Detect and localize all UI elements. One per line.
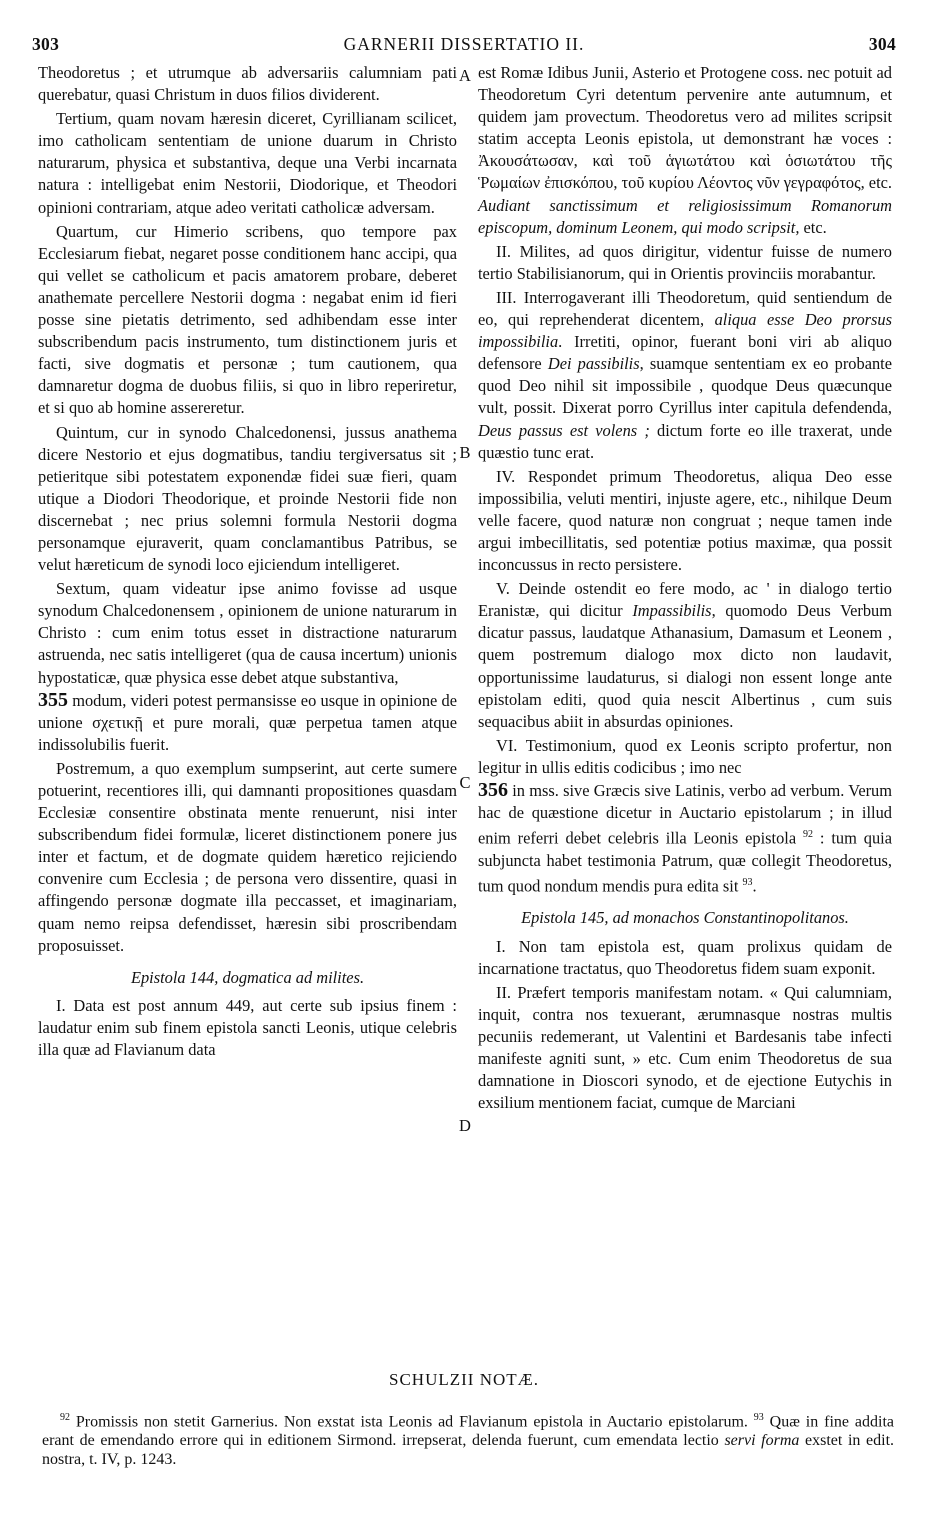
footnote-93-b: exstet in edit. nostra, t. IV, p. 1243.	[42, 1432, 895, 1469]
notes-heading: SCHULZII NOTÆ.	[389, 1370, 539, 1389]
footnote-93-italic: servi forma	[724, 1432, 800, 1450]
sextum-text-b: modum, videri potest permansisse eo usque in opinione de unione σχετικῇ et pure morali, quæ perpetua tamen atque indissolubilis fuerit.	[38, 690, 457, 754]
right-column	[478, 62, 892, 1116]
paragraph-144-v	[478, 578, 892, 733]
paragraph-145-ii: II. Præfert temporis manifestam notam. « Qui calumniam, inquit, contra nos texuerant, ærumnasque nostras multis pecuniis redemerant, ut Valentini et Bardesanis tabe infecti manifeste agniti sunt, » etc. Cum enim Theodoretus de sua damnatione in Dioscori synodo, et de ejectione Eutychis in exsilium mentionem faciat, cumque de Marciani	[478, 982, 892, 1113]
paragraph-144-vi	[478, 735, 892, 898]
footnote-93-number: 93	[753, 1412, 764, 1423]
section-heading-144: Epistola 144, dogmatica ad milites.	[130, 967, 365, 987]
paragraph-continuation-right	[478, 62, 892, 239]
paragraph-quartum: Quartum, cur Himerio scribens, quo tempore pax Ecclesiarum fiebat, negaret posse conditionem hanc accipi, qua qui vellet se catholicum et pacis amatorem probare, deberet anathemate percellere Nestorii dogma : negabat enim id fieri posse sine pietatis detrimento, sed adhibendam esse inter subscribendum pacis instrumento, tum distinctionem juris et facti, sive dogmatis et personæ ; tum cautionem, qua damnaretur dogma de duobus filiis, si quo in libro reperiretur, et si quo ab homine assereretur.	[38, 221, 457, 418]
paragraph-continuation: Theodoretus ; et utrumque ab adversariis calumniam pati querebatur, quasi Christum in duos filios dividerent.	[38, 63, 457, 105]
margin-marker-d: D	[459, 1116, 471, 1135]
greek-quote: Ἀκουσάτωσαν, καὶ τοῦ ἁγιωτάτου καὶ ὁσιωτάτου τῆς Ῥωμαίων ἐπισκόπου, τοῦ κυρίου Λέοντος νῦν γεγραφότος, etc.	[478, 151, 892, 193]
column-number-356: 356	[478, 779, 508, 801]
paragraph-sextum	[38, 578, 457, 756]
paragraph-145-i: I. Non tam epistola est, quam prolixus quidam de incarnatione tractatus, quo Theodoretus fidem suam exponit.	[478, 936, 892, 978]
column-number-355: 355	[38, 688, 68, 711]
paragraph-144-iii	[478, 287, 892, 464]
paragraph-144-iv: IV. Respondet primum Theodoretus, aliqua Deo esse impossibilia, veluti mentiri, injuste agere, etc., nihilque Deum velle facere, quod naturæ non congruat ; neque tamen inde argui imbecillitatis, sed potentiæ potius maximæ, qua possit inconcussus in recto persistere.	[478, 466, 892, 575]
footnote-text	[42, 1408, 894, 1469]
running-title: GARNERII DISSERTATIO II.	[343, 34, 585, 54]
footnote-92-number: 92	[60, 1412, 70, 1423]
italic-phrase: Deus passus est volens ;	[478, 420, 650, 440]
margin-marker-b: B	[459, 443, 471, 462]
latin-translation: Audiant sanctissimum et religiosissimum Romanorum episcopum, dominum Leonem, qui modo scripsit,	[478, 195, 892, 237]
text-span: . Irretiti, opinor, fuerant boni viri ab aliquo defensore	[478, 332, 892, 374]
sextum-text-a: Sextum, quam videatur ipse animo fovisse ad usque synodum Chalcedonensem , opinionem de unione naturarum in Christo : cum enim totus esset in distractione naturarum astruenda, nec satis intelligeret (qua de causa incertum) unionis hypostaticæ, quæ physica esse debet atque substantiva,	[38, 579, 457, 687]
footnote-92: Promissis non stetit Garnerius. Non exstat ista Leonis ad Flavianum epistola in Auctario epistolarum.	[70, 1413, 754, 1431]
text-span: est Romæ Idibus Junii, Asterio et Protogene coss. nec potuit ad Theodoretum Cyri detentum pervenire ante autumnum, et quidem jam provectum. Theodoretus vero ad milites scripsit statim accepta Leonis epistola, ut demonstrant hæ voces :	[478, 63, 892, 149]
italic-phrase: aliqua esse Deo prorsus impossibilia	[478, 310, 892, 352]
left-page-number: 303	[32, 34, 60, 54]
italic-phrase: Impassibilis	[632, 601, 712, 621]
paragraph-postremum: Postremum, a quo exemplum sumpserint, aut certe sumere potuerint, recentiores illi, qui damnanti propositiones quasdam Ecclesiæ consentire obstinata mente renuerunt, nisi inter subscribendum fidei formulæ, liceret distinctionem ponere jus inter et factum, et de dogmate quidem hæretico rejiciendo convenire cum Ecclesia ; de persona vero dissentire, quasi in affingendo personæ dogmate illa peccasset, et imaginariam, quam nemo reipsa defendisset, hæresin sibi proscribendam proposuisset.	[38, 758, 457, 955]
paragraph-144-ii: II. Milites, ad quos dirigitur, videntur fuisse de numero tertio Stabilisianorum, qui in Orientis provinciis morabantur.	[478, 241, 892, 283]
text-span: : tum quia subjuncta habet testimonia Patrum, quæ collegit Theodoretus, tum quod nondum mendis pura edita sit	[478, 828, 892, 896]
section-heading-145: Epistola 145, ad monachos Constantinopolitanos.	[521, 908, 849, 928]
italic-phrase: Dei passibilis	[547, 354, 640, 374]
footnotes	[42, 1408, 894, 1469]
left-column	[38, 62, 457, 1063]
text-span: , quomodo Deus Verbum dicatur passus, laudatque Athanasium, Damasum et Leonem , quem postremum dialogo mox dicto non laudavit, opportunissime laudaturus, si dialogi non essent longe ante epistolam editi, quod quia nescit Albertinus , cum suis sequacibus abiit in absurdas opiniones.	[478, 601, 892, 731]
margin-marker-a: A	[459, 66, 471, 85]
margin-marker-c: C	[459, 773, 471, 792]
paragraph-quintum: Quintum, cur in synodo Chalcedonensi, jussus anathema dicere Nestorio et ejus dogmatibus, tandiu tergiversatus sit ; petieritque sibi potestatem exponendæ fidei suæ fieri, quam utique a Diodori Theodorique, et proinde Nestorii fide non discernebat ; nec prius solemni formula Nestorii dogma personamque ejuraverit, quam conclamantibus Patribus, se velut hæreticum de synodi loco ejiciendum intelligeret.	[38, 422, 457, 575]
text-span: in mss. sive Græcis sive Latinis, verbo ad verbum. Verum hac de quæstione dicetur in Auctario epistolarum ; in illud enim referri debet celebris illa Leonis epistola	[478, 781, 892, 848]
footnote-ref-92[interactable]: 92	[803, 829, 814, 841]
footnote-93-a: Quæ in fine addita erant de emendando errore qui in editionem Sirmond. irrepserat, delenda fuerunt, cum emendata lectio	[42, 1413, 894, 1450]
text-span: VI. Testimonium, quod ex Leonis scripto profertur, non legitur in ullis editis codicibus ; imo nec	[478, 735, 892, 777]
text-span: , suamque sententiam ex eo probante quod Deo nihil sit impossibile , quodque Deus quæcunque vult, possit. Dixerat porro Cyrillus inter capitula defendenda,	[478, 354, 892, 418]
paragraph-144-i: I. Data est post annum 449, aut certe sub ipsius finem : laudatur enim sub finem epistola sancti Leonis, utique celebris illa quæ ad Flavianum data	[38, 995, 457, 1060]
paragraph-tertium: Tertium, quam novam hæresin diceret, Cyrillianam scilicet, imo catholicam sententiam de unione duarum in Christo naturarum, physica et substantiva, deque una Verbi incarnata natura : intelligebat enim Nestorii, Diodorique, et Theodori opinioni contrariam, atque adeo veritati catholicæ adversam.	[38, 109, 457, 217]
text-span: V. Deinde ostendit eo fere modo, ac ' in dialogo tertio Eranistæ, qui dicitur	[478, 579, 892, 621]
text-span: .	[752, 876, 757, 896]
text-span: III. Interrogaverant illi Theodoretum, quid sentiendum de eo, qui reprehenderat dicentem,	[478, 287, 892, 330]
footnote-ref-93[interactable]: 93	[742, 876, 753, 888]
text-span: dictum forte eo ille traxerat, unde quæstio tunc erat.	[478, 420, 892, 462]
page-header	[32, 34, 896, 56]
text-span: etc.	[799, 217, 827, 237]
right-page-number: 304	[868, 34, 896, 54]
